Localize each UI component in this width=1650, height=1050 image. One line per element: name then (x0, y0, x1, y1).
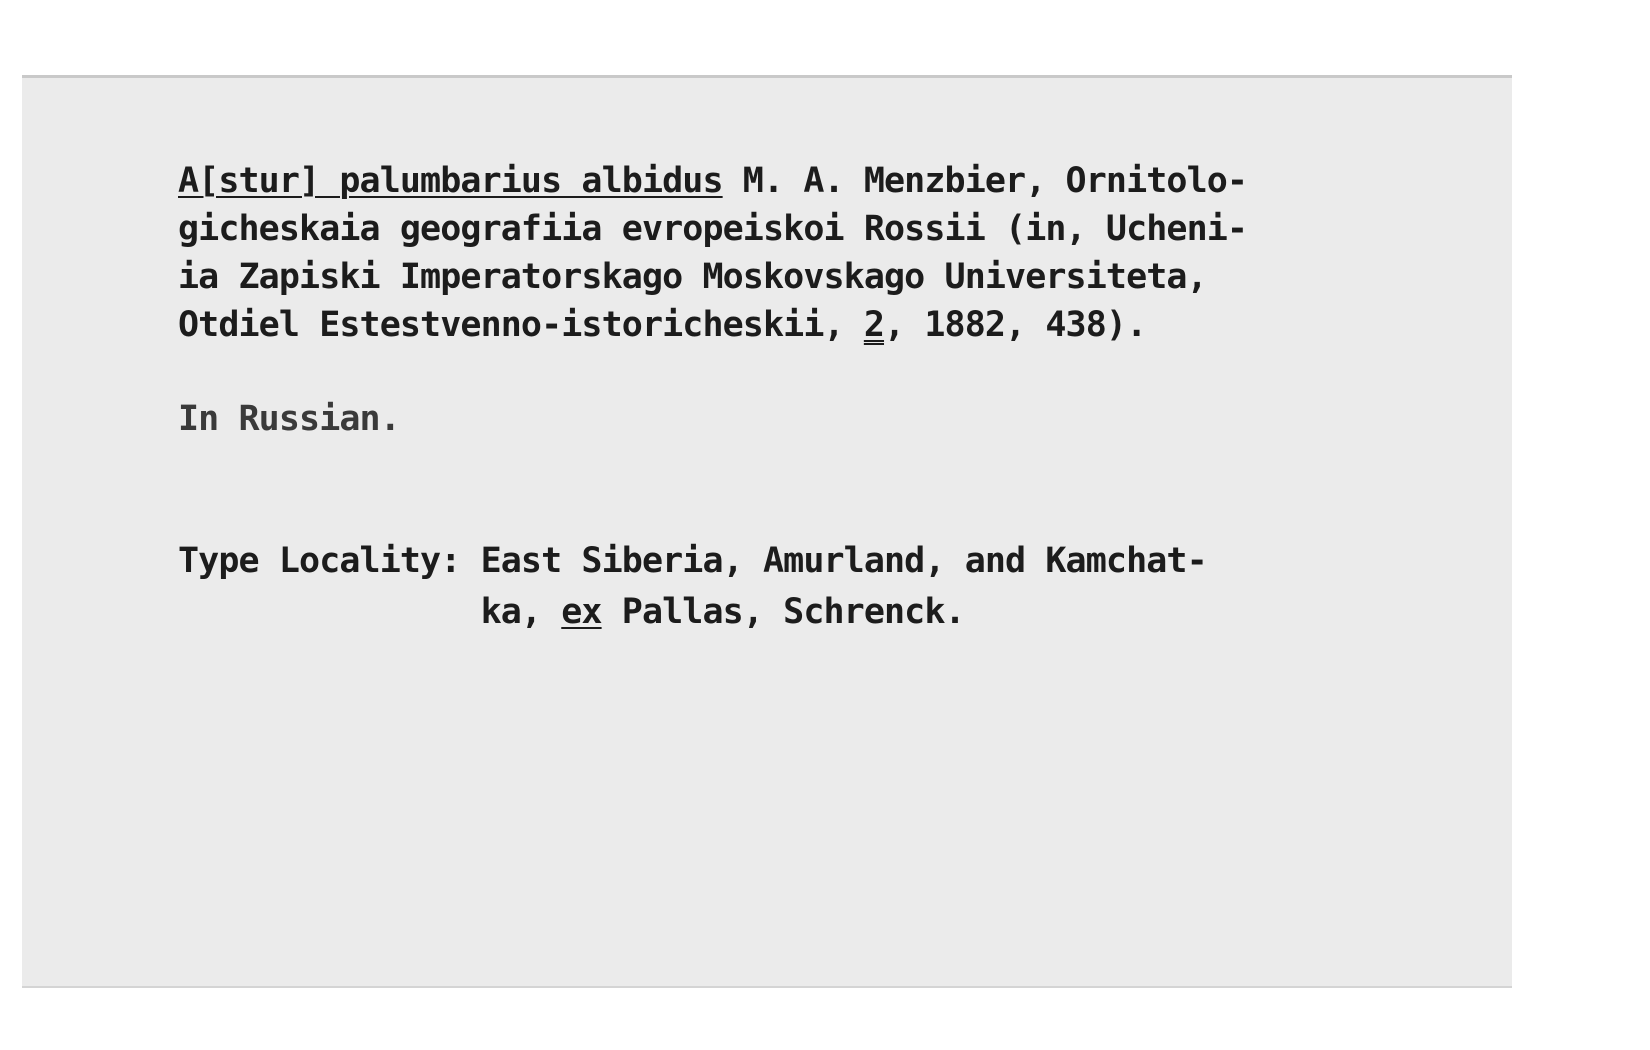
type-locality-line-2 (178, 588, 965, 636)
citation-line-4-b: , 1882, 438). (884, 305, 1147, 345)
citation-line-4-a: Otdiel Estestvenno-istoricheskii, (178, 305, 864, 345)
citation-line-1-rest: M. A. Menzbier, Ornitolo- (722, 161, 1248, 201)
citation-line-4 (178, 301, 1146, 349)
citation-line-3: ia Zapiski Imperatorskago Moskovskago Universiteta, (178, 257, 1207, 297)
language-note: In Russian. (178, 399, 400, 439)
type-locality-line-1: Type Locality: East Siberia, Amurland, and Kamchat- (178, 541, 1207, 581)
citation-line-1 (178, 157, 1247, 205)
type-locality-line-2-a: ka, (178, 592, 562, 632)
type-locality-line-2-b: Pallas, Schrenck. (601, 592, 965, 632)
ex-word: ex (561, 592, 602, 632)
citation-line-2: gicheskaia geografiia evropeiskoi Rossii (in, Ucheni- (178, 209, 1248, 249)
species-name: A[stur] palumbarius albidus (178, 161, 723, 201)
volume-number: 2 (863, 305, 885, 345)
